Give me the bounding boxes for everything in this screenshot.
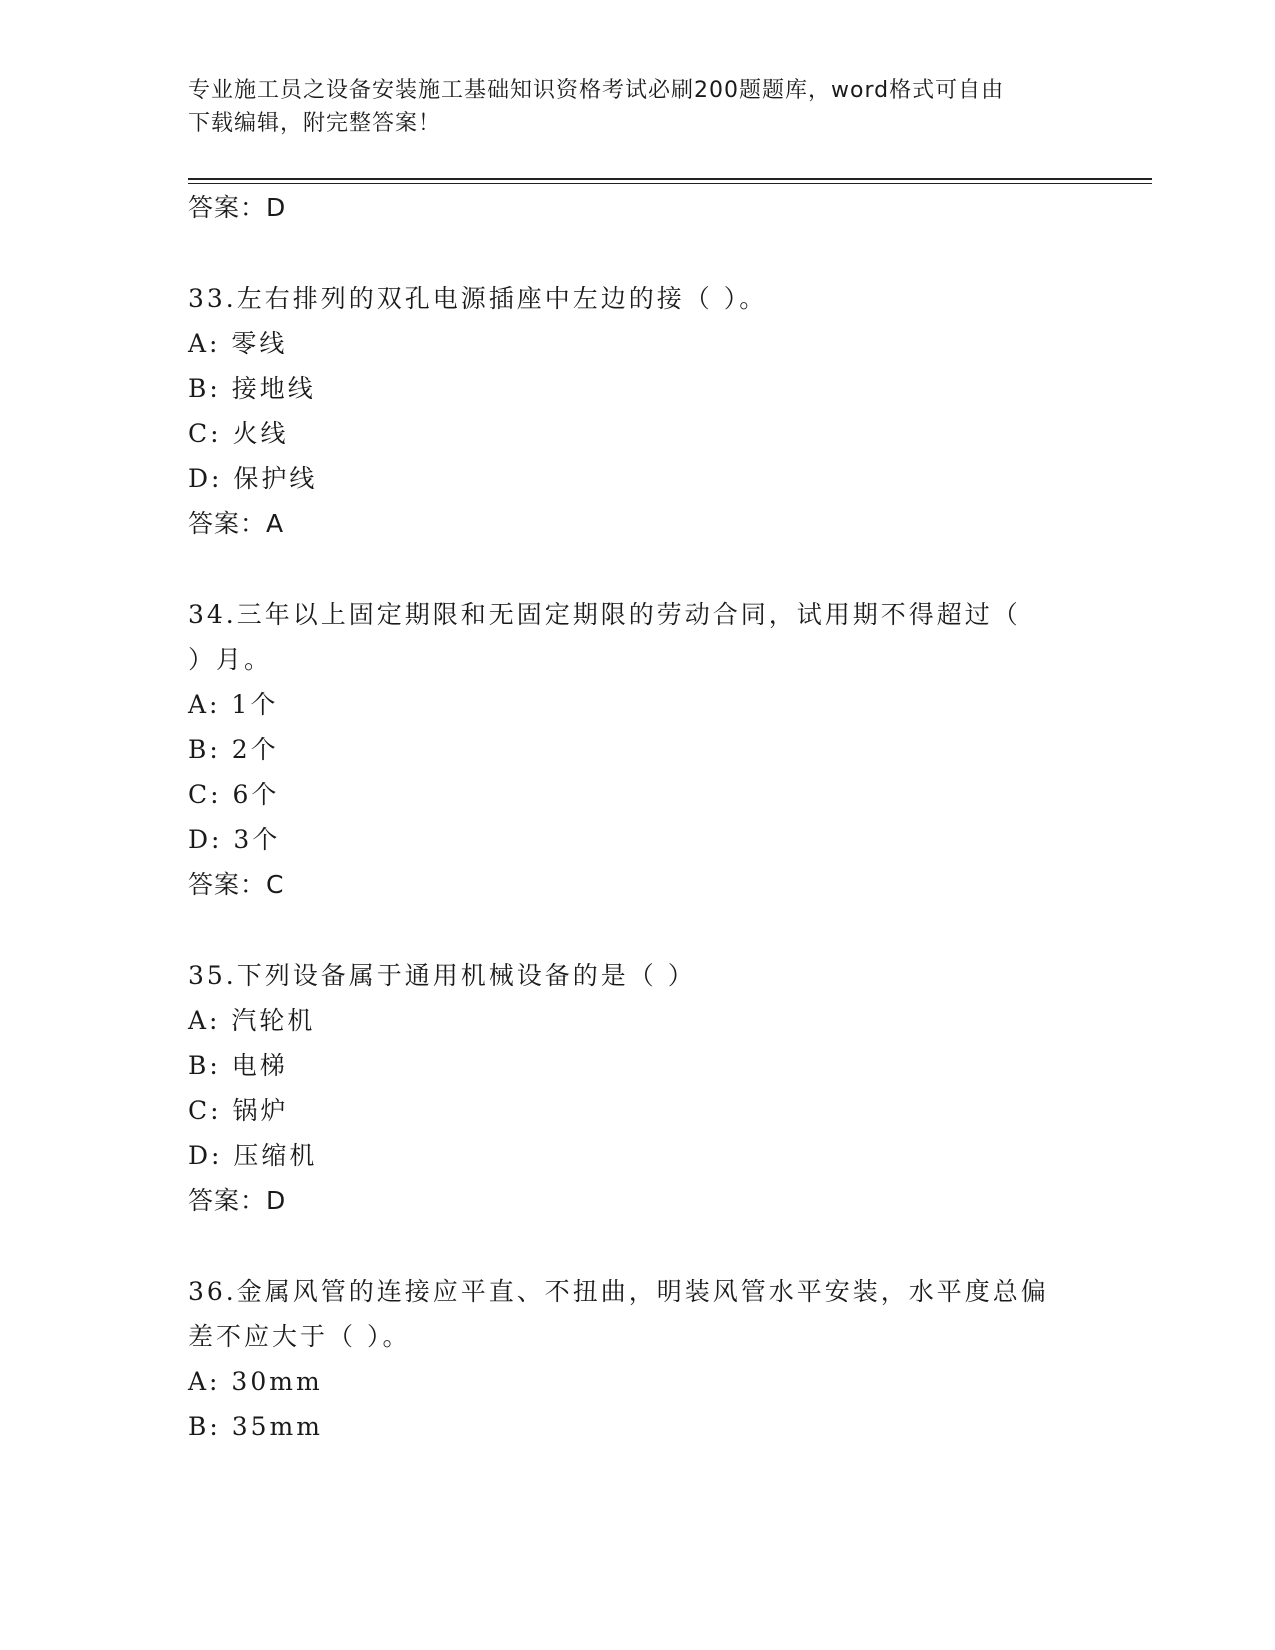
question-34-stem-cont: ）月。 xyxy=(188,645,273,674)
question-33-option-d: D: 保护线 xyxy=(188,464,318,493)
header-line-1: 专业施工员之设备安装施工基础知识资格考试必刷200题题库，word格式可自由 xyxy=(188,78,1005,103)
question-33-option-c: C: 火线 xyxy=(188,419,289,448)
question-36-option-a: A: 30mm xyxy=(188,1367,323,1396)
header-line-2: 下载编辑，附完整答案！ xyxy=(188,111,442,136)
question-36-option-b: B: 35mm xyxy=(188,1412,323,1441)
question-36-stem-cont: 差不应大于（ ）。 xyxy=(188,1322,411,1351)
document-header xyxy=(188,74,1088,140)
question-35-answer: 答案：D xyxy=(188,1186,287,1215)
question-35-option-a: A: 汽轮机 xyxy=(188,1006,316,1035)
question-34-option-b: B: 2个 xyxy=(188,735,279,764)
question-35-stem: 35.下列设备属于通用机械设备的是（ ） xyxy=(188,961,696,990)
question-34-stem: 34.三年以上固定期限和无固定期限的劳动合同，试用期不得超过（ xyxy=(188,600,1021,629)
question-34-option-c: C: 6个 xyxy=(188,780,280,809)
header-rule-thin xyxy=(188,183,1152,184)
question-35-option-c: C: 锅炉 xyxy=(188,1096,289,1125)
question-33-stem: 33.左右排列的双孔电源插座中左边的接（ ）。 xyxy=(188,284,768,313)
question-33-option-a: A: 零线 xyxy=(188,329,288,358)
question-34-option-d: D: 3个 xyxy=(188,825,281,854)
question-35-option-b: B: 电梯 xyxy=(188,1051,288,1080)
question-36-stem: 36.金属风管的连接应平直、不扭曲，明装风管水平安装，水平度总偏 xyxy=(188,1277,1049,1306)
question-34-option-a: A: 1个 xyxy=(188,690,279,719)
question-35-option-d: D: 压缩机 xyxy=(188,1141,318,1170)
question-33-option-b: B: 接地线 xyxy=(188,374,316,403)
header-rule xyxy=(188,178,1152,180)
question-33-answer: 答案：A xyxy=(188,509,285,538)
question-34-answer: 答案：C xyxy=(188,870,285,899)
answer-line: 答案：D xyxy=(188,193,287,222)
